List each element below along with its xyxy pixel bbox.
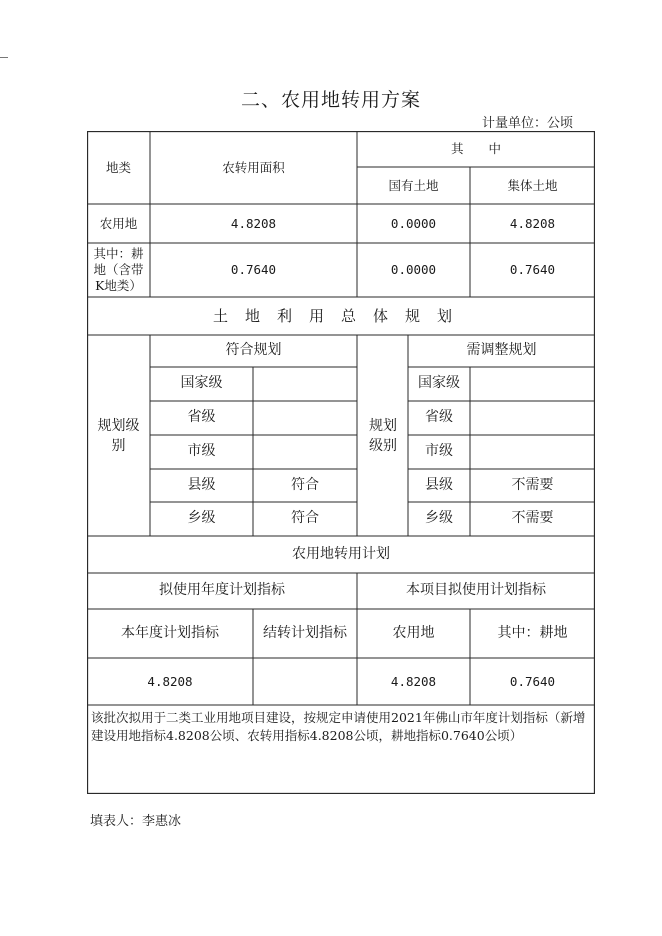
compliant-plan-header: 符合规划	[225, 342, 282, 359]
planning-level-label-left: 规划级别	[97, 417, 140, 454]
cultivated-of-which-header: 其中：耕地	[497, 624, 568, 641]
agricultural-collective-value: 4.8208	[509, 215, 556, 231]
level-county-left: 县级	[187, 476, 216, 493]
national-adjust-value	[470, 367, 595, 401]
carryover-quota-value	[253, 658, 357, 705]
cultivated-state-value: 0.0000	[390, 262, 437, 278]
scan-mark	[0, 57, 8, 58]
header-of-which: 其 中	[450, 141, 501, 157]
filled-by	[90, 810, 181, 829]
cultivated-value: 0.7640	[509, 673, 556, 689]
national-compliant-value	[253, 367, 357, 401]
level-provincial-left: 省级	[187, 409, 216, 426]
planning-section-title: 土地利用总体规划	[212, 306, 469, 325]
row-label-cultivated: 其中：耕地（含带K地类）	[93, 246, 144, 293]
filled-by-name: 李惠冰	[142, 814, 182, 829]
level-national-left: 国家级	[180, 375, 223, 392]
agricultural-state-value: 0.0000	[390, 215, 437, 231]
city-compliant-value	[253, 435, 357, 469]
adjust-plan-header: 需调整规划	[466, 342, 537, 359]
township-adjust-value: 不需要	[511, 510, 554, 527]
township-compliant-value: 符合	[291, 510, 319, 527]
level-township-right: 乡级	[425, 510, 453, 527]
this-year-quota-header: 本年度计划指标	[121, 624, 219, 641]
level-city-left: 市级	[187, 443, 216, 460]
page-title: 二、农用地转用方案	[240, 89, 421, 111]
level-township-left: 乡级	[187, 510, 216, 527]
level-county-right: 县级	[425, 476, 453, 493]
header-collective-land: 集体土地	[507, 177, 558, 193]
level-national-right: 国家级	[418, 375, 460, 392]
city-adjust-value	[470, 435, 595, 469]
agricultural-area-value: 4.8208	[230, 215, 277, 231]
conversion-table	[87, 131, 595, 794]
filled-by-label: 填表人：	[90, 814, 143, 829]
conversion-plan-title: 农用地转用计划	[292, 545, 390, 562]
annual-quota-header: 拟使用年度计划指标	[159, 582, 285, 599]
header-state-land: 国有土地	[388, 177, 439, 193]
this-year-quota-value: 4.8208	[147, 673, 193, 689]
project-quota-header: 本项目拟使用计划指标	[406, 582, 546, 599]
provincial-adjust-value	[470, 401, 595, 435]
batch-note: 该批次拟用于二类工业用地项目建设，按规定申请使用2021年佛山市年度计划指标（新增建设用地指标4.8208公顷、农转用指标4.8208公顷，耕地指标0.7640公顷）	[91, 710, 586, 743]
county-compliant-value: 符合	[291, 476, 319, 493]
farmland-header: 农用地	[392, 624, 435, 641]
planning-level-label-right: 规划级别	[369, 417, 397, 454]
level-provincial-right: 省级	[425, 409, 453, 426]
carryover-quota-header: 结转计划指标	[263, 624, 347, 641]
cultivated-collective-value: 0.7640	[509, 262, 556, 278]
provincial-compliant-value	[253, 401, 357, 435]
farmland-value: 4.8208	[390, 673, 437, 689]
county-adjust-value: 不需要	[511, 476, 554, 493]
level-city-right: 市级	[425, 443, 453, 460]
header-conversion-area: 农转用面积	[222, 159, 285, 175]
unit-label: 计量单位：公顷	[482, 116, 574, 131]
cultivated-area-value: 0.7640	[230, 262, 277, 278]
header-land-type: 地类	[105, 159, 131, 175]
row-label-agricultural: 农用地	[99, 215, 138, 231]
